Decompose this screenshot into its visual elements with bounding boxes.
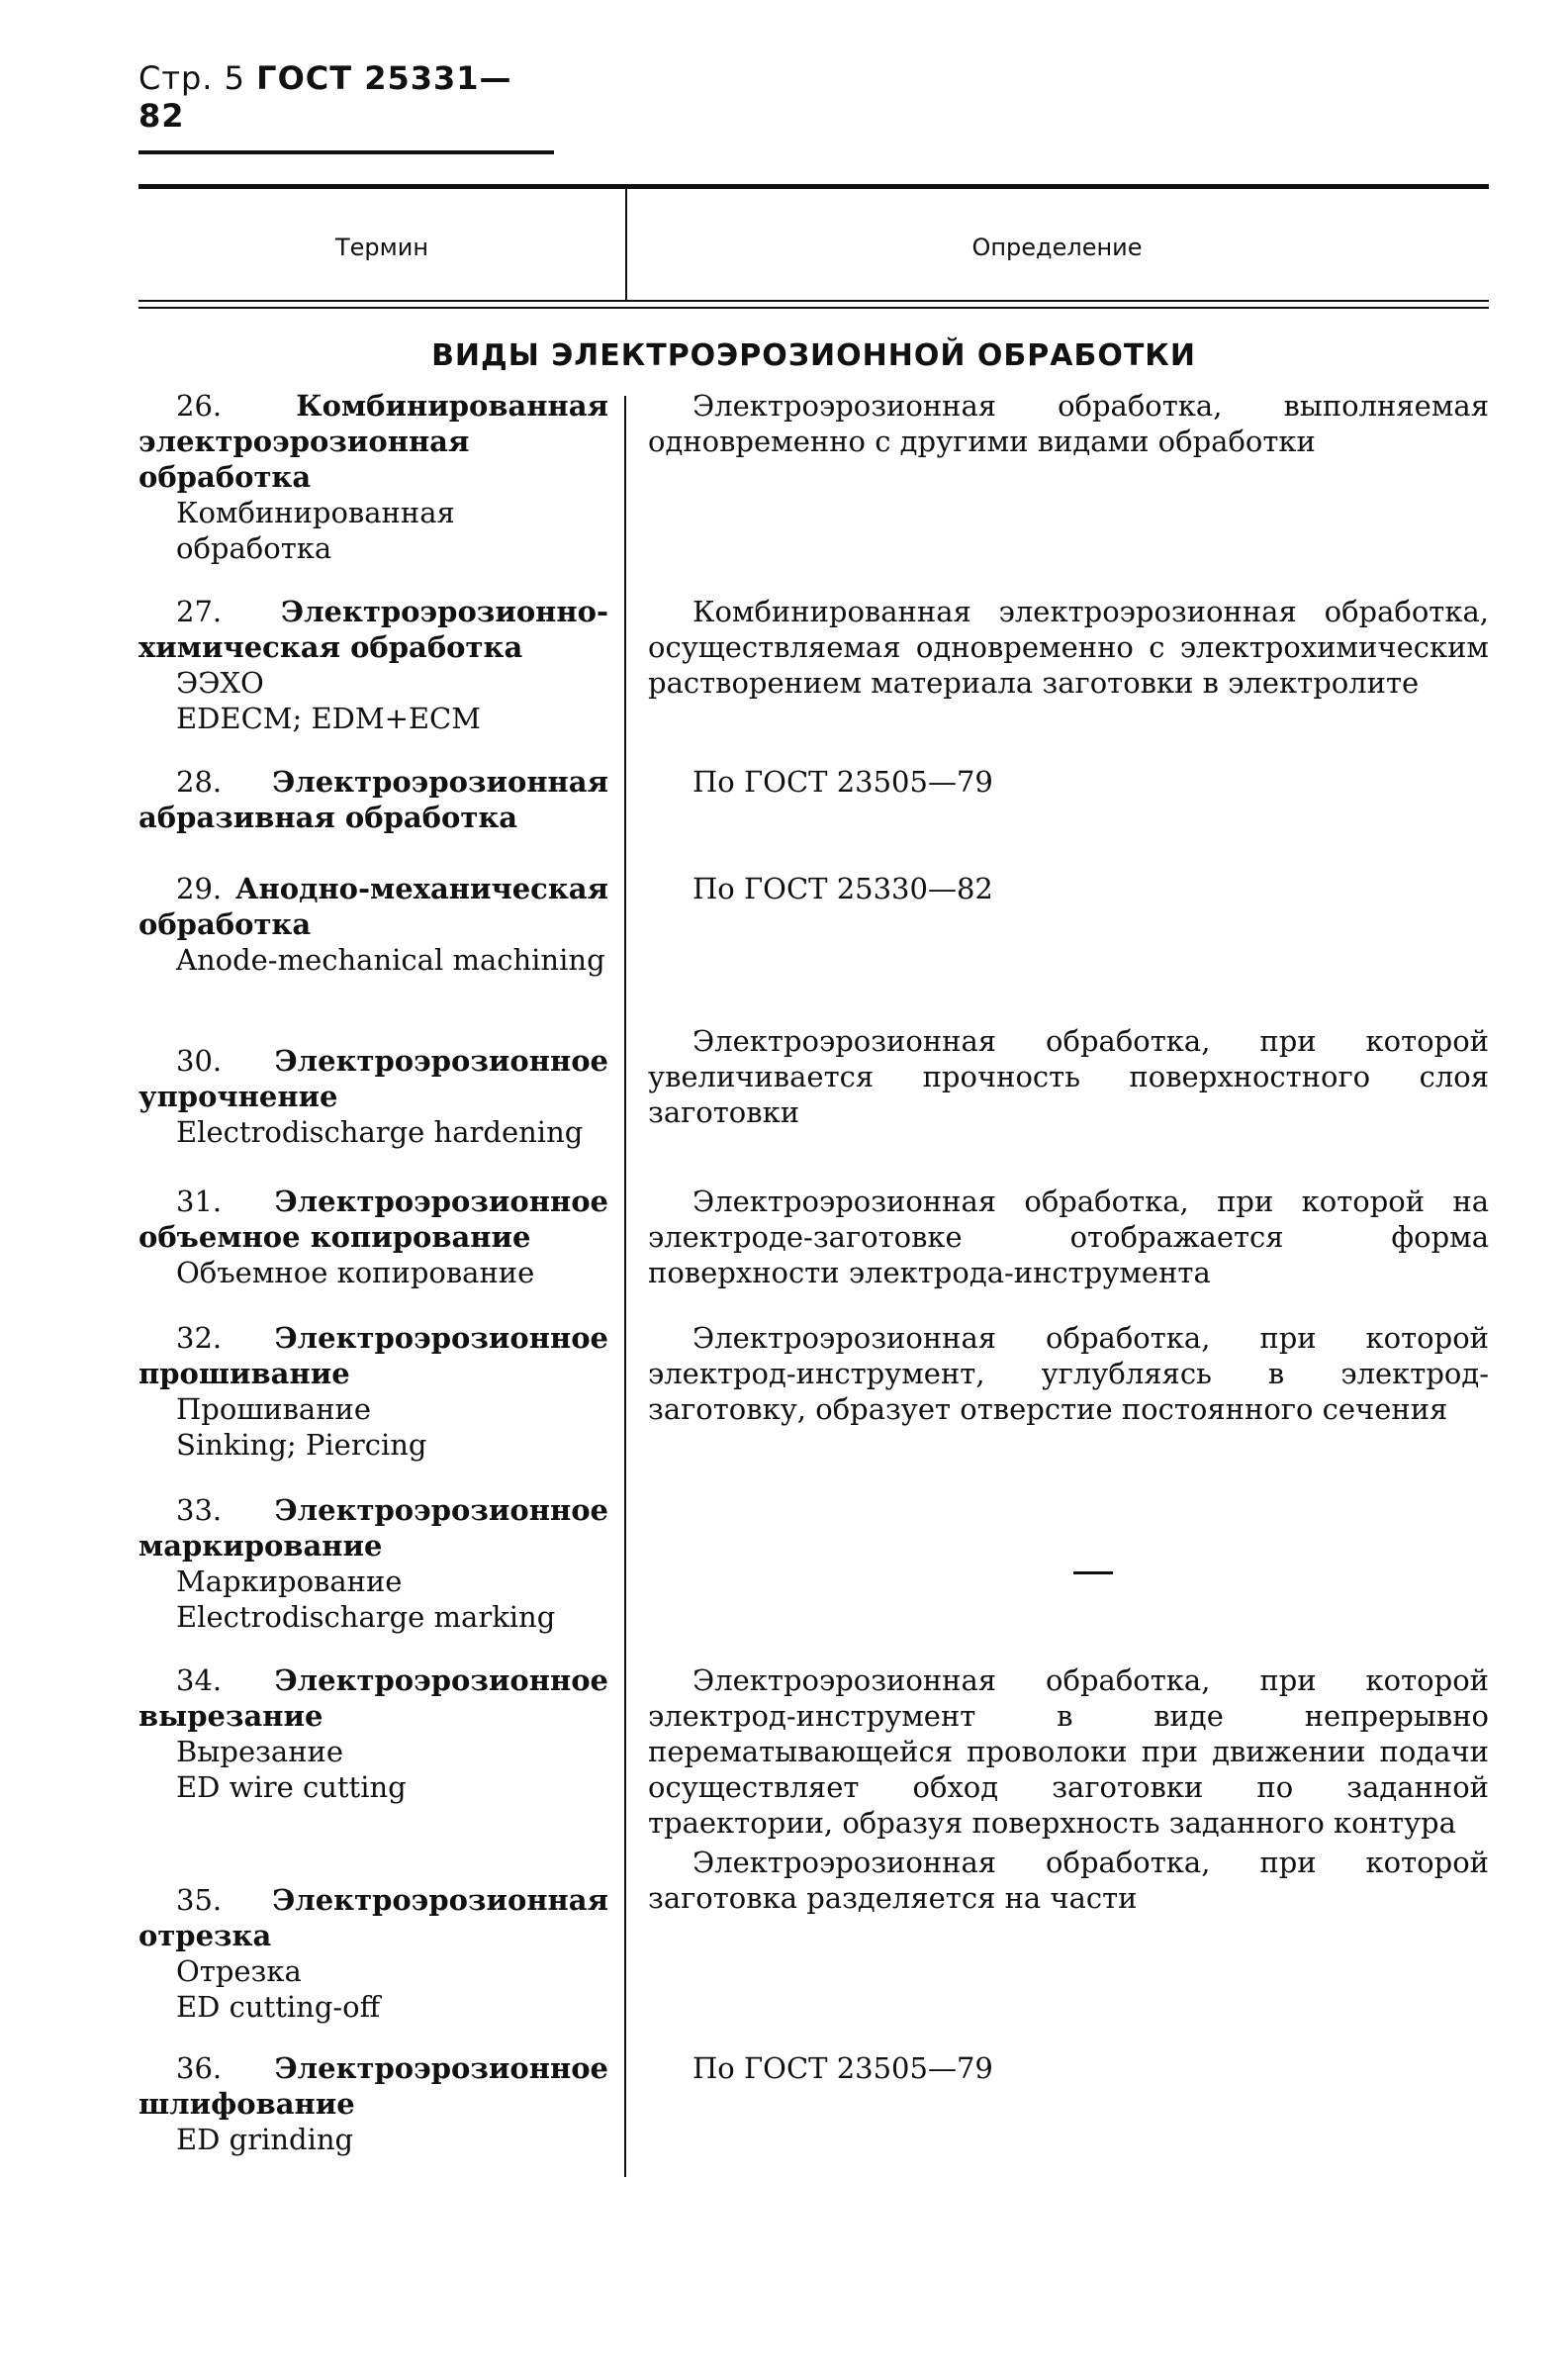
term-cell bbox=[138, 1320, 608, 1463]
term-cell bbox=[138, 1043, 608, 1150]
definition-cell bbox=[648, 594, 1489, 701]
term-synonym: Electrodischarge marking bbox=[176, 1600, 556, 1634]
page-header-text bbox=[138, 59, 554, 135]
definition-cell bbox=[648, 871, 1489, 906]
term-synonym: Sinking; Piercing bbox=[176, 1428, 427, 1462]
term-number: 29. bbox=[176, 872, 223, 905]
term-synonym: Electrodischarge hardening bbox=[176, 1115, 584, 1149]
definition-cell bbox=[648, 1662, 1489, 1841]
definition-cell bbox=[648, 1845, 1489, 1916]
term-name: Электроэрозионное вырезание bbox=[138, 1663, 608, 1733]
term-cell bbox=[138, 1492, 608, 1635]
term-cell bbox=[138, 594, 608, 736]
page-number: Стр. 5 bbox=[138, 59, 245, 97]
term-cell bbox=[138, 871, 608, 978]
term-number: 26. bbox=[176, 389, 223, 423]
term-number: 34. bbox=[176, 1663, 223, 1697]
term-number: 33. bbox=[176, 1493, 223, 1527]
definition-text: Электроэрозионная обработка, при которой электрод-инструмент, углубляясь в электрод-заготовку, образует отверстие постоянного сечения bbox=[648, 1321, 1489, 1426]
term-synonym: Комбинированная обработка bbox=[176, 496, 455, 565]
term-cell bbox=[138, 388, 608, 566]
definition-text: Электроэрозионная обработка, при которой заготовка разделяется на части bbox=[648, 1846, 1489, 1915]
term-name: Электроэрозионное шлифование bbox=[138, 2051, 608, 2121]
definition-cell bbox=[648, 388, 1489, 459]
definition-text: По ГОСТ 23505—79 bbox=[692, 765, 993, 799]
term-synonym: Маркирование bbox=[176, 1564, 403, 1598]
definition-text: Электроэрозионная обработка, при которой увеличивается прочность поверхностного слоя заготовки bbox=[648, 1024, 1489, 1129]
term-name: Электроэрозионно-химическая обработка bbox=[138, 595, 608, 664]
term-name: Электроэрозионное упрочнение bbox=[138, 1044, 608, 1113]
term-name: Анодно-механическая обработка bbox=[138, 872, 608, 941]
definition-dash bbox=[1073, 1571, 1113, 1574]
term-number: 35. bbox=[176, 1883, 223, 1917]
term-synonym: Отрезка bbox=[176, 1954, 302, 1988]
term-name: Электроэрозионное прошивание bbox=[138, 1321, 608, 1390]
page-header bbox=[138, 59, 554, 154]
term-cell bbox=[138, 1184, 608, 1290]
term-number: 27. bbox=[176, 595, 223, 628]
definition-cell bbox=[648, 1184, 1489, 1290]
definition-text: Электроэрозионная обработка, при которой электрод-инструмент в виде непрерывно перематывающейся проволоки при движении подачи осуществляет обход заготовки по заданной траектории, образуя поверхность заданного контура bbox=[648, 1663, 1489, 1840]
definition-cell bbox=[648, 764, 1489, 800]
term-cell bbox=[138, 1662, 608, 1805]
term-name: Электроэрозионное маркирование bbox=[138, 1493, 608, 1563]
term-cell bbox=[138, 1882, 608, 2025]
term-cell bbox=[138, 2050, 608, 2157]
table-header bbox=[138, 184, 1489, 302]
term-synonym: ED wire cutting bbox=[176, 1770, 407, 1804]
term-name: Электроэрозионная абразивная обработка bbox=[138, 765, 608, 834]
header-rule bbox=[138, 150, 554, 154]
term-name: Комбинированная электроэрозионная обработка bbox=[138, 389, 608, 494]
term-synonym: ЭЭХО bbox=[176, 666, 264, 700]
term-name: Электроэрозионная отрезка bbox=[138, 1883, 608, 1952]
term-synonym: Вырезание bbox=[176, 1735, 344, 1768]
term-synonym: Anode-mechanical machining bbox=[176, 943, 605, 977]
term-synonym: Прошивание bbox=[176, 1392, 372, 1426]
term-cell bbox=[138, 764, 608, 835]
term-number: 30. bbox=[176, 1044, 223, 1078]
column-header-definition: Определение bbox=[971, 234, 1143, 261]
definition-text: Комбинированная электроэрозионная обработка, осуществляемая одновременно с электрохимическим растворением материала заготовки в электролите bbox=[648, 595, 1489, 700]
term-synonym: Объемное копирование bbox=[176, 1256, 535, 1289]
standard-number: ГОСТ 25331—82 bbox=[138, 59, 512, 135]
definition-text: По ГОСТ 25330—82 bbox=[692, 872, 993, 905]
term-number: 36. bbox=[176, 2051, 223, 2085]
term-number: 31. bbox=[176, 1185, 223, 1218]
term-number: 32. bbox=[176, 1321, 223, 1355]
column-divider bbox=[624, 396, 626, 2177]
term-synonym: EDECM; EDM+ECM bbox=[176, 702, 481, 735]
definition-text: Электроэрозионная обработка, выполняемая одновременно с другими видами обработки bbox=[648, 389, 1489, 458]
term-number: 28. bbox=[176, 765, 223, 799]
definition-cell bbox=[648, 1320, 1489, 1427]
definition-cell bbox=[648, 2050, 1489, 2086]
definition-text: По ГОСТ 23505—79 bbox=[692, 2051, 993, 2085]
term-synonym: ED cutting-off bbox=[176, 1990, 381, 2024]
section-title: ВИДЫ ЭЛЕКТРОЭРОЗИОННОЙ ОБРАБОТКИ bbox=[431, 338, 1196, 373]
definition-cell bbox=[648, 1023, 1489, 1130]
term-synonym: ED grinding bbox=[176, 2123, 354, 2156]
definition-text: Электроэрозионная обработка, при которой на электроде-заготовке отображается форма поверхности электрода-инструмента bbox=[648, 1185, 1489, 1289]
column-header-term: Термин bbox=[334, 234, 429, 261]
term-name: Электроэрозионное объемное копирование bbox=[138, 1185, 608, 1254]
